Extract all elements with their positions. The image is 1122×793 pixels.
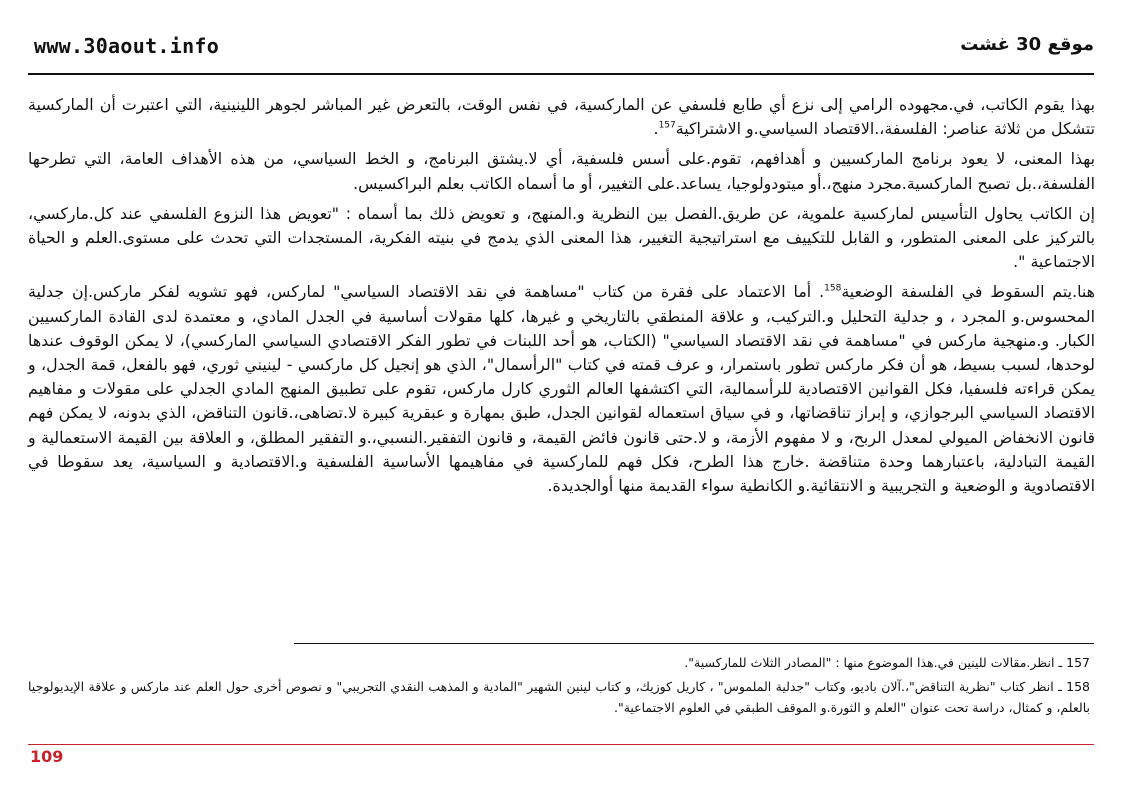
footnote-text: ـ انظر كتاب "نظرية التناقض"،.آلان باديو، وكتاب "جدلية الملموس" ، كاريل كوزيك، و كتاب لينين الشهير "المادية و المذهب النقدي التجريبي" و نصوص أخرى حول العلم عند ماركس و علاقة الإيديولوجيا بالعلم، و كمثال، دراسة تحت عنوان "العلم و الثورة.و الموقف الطبقي في العلوم الاجتماعية". — [28, 679, 1090, 715]
paragraph-1 — [28, 93, 1095, 141]
footnote-ref-158[interactable]: 158 — [824, 284, 842, 295]
page-number: 109 — [30, 747, 64, 766]
footnote-158 — [28, 676, 1090, 718]
paragraph-3: إن الكاتب يحاول التأسيس لماركسية علموية، عن طريق.الفصل بين النظرية و.المنهج، و تعويض ذلك بما أسماه : "تعويض هذا النزوع الفلسفي عند كل.ماركسي، بالتركيز على المعنى المتطور، و القابل للتكييف مع استراتيجية التغيير، هذا المعنى الذي يدمج في بنيته الفكرية، المستجدات التي تحدث على مستوى.العلم و الحياة الاجتماعية ". — [28, 203, 1095, 272]
paragraph-2: بهذا المعنى، لا يعود برنامج الماركسيين و أهدافهم، تقوم.على أسس فلسفية، أي لا.يشتق البرنامج، و الخط السياسي، من هذه الأهداف العامة، التي تطرحها الفلسفة،.بل تصبح الماركسية.مجرد منهج،.أو ميتودولوجيا، يساعد.على التغيير، أو ما أسماه الكاتب بعلم البراكسيس. — [28, 149, 1095, 193]
paragraph-1-text: بهذا يقوم الكاتب، في.مجهوده الرامي إلى نزع أي طابع فلسفي عن الماركسية، في نفس الوقت، بالتعرض غير المباشر لجوهر اللينينية، التي اعتبرت أن الماركسية تتشكل من ثلاثة عناصر: الفلسفة،.الاقتصاد السياسي.و الاشتراكية — [28, 95, 1095, 139]
site-title: موقع 30 غشت — [960, 34, 1094, 55]
footnote-divider — [294, 643, 1094, 644]
footnote-number: 157 — [1066, 655, 1090, 670]
header-divider — [28, 73, 1094, 75]
page-header — [34, 28, 1094, 68]
footnote-ref-157[interactable]: 157 — [658, 120, 676, 131]
footnotes — [28, 652, 1090, 721]
site-url[interactable]: www.30aout.info — [34, 34, 220, 58]
bottom-divider — [28, 744, 1094, 745]
paragraph-4 — [28, 280, 1095, 498]
footnote-157 — [28, 652, 1090, 673]
footnote-text: ـ انظر.مقالات للينين في.هذا الموضوع منها : "المصادر الثلاث للماركسية". — [684, 655, 1063, 670]
paragraph-1-end: . — [653, 119, 659, 139]
body-text — [28, 93, 1095, 504]
paragraph-4-rest: . أما الاعتماد على فقرة من كتاب "مساهمة في نقد الاقتصاد السياسي" لماركس، فهو تشويه لفكر ماركس.إن جدلية المحسوس.و المجرد ، و جدلية التحليل و.التركيب، و علاقة المنطقي بالتاريخي و غيرها، كلها مقولات أساسية في الجدل المادي، و معتمدة لدى القادة الماركسيين الكبار. و.منهجية ماركس في "مساهمة في نقد الاقتصاد السياسي" (الكتاب، هو أحد اللبنات في تطور الفكر الاقتصادي السياسي الماركسي)، لا يمكن الوقوف عندها لوحدها، لسبب بسيط، هو أن فكر ماركس تطور باستمرار، و عرف قمته في كتاب "الرأسمال"، الذي هو إنجيل كل ماركسي - لينيني ثوري، فهو بالفعل، قمة الجدل، و يمكن قراءته فلسفيا، فكل القوانين الاقتصادية للرأسمالية، التي اكتشفها العالم الثوري كارل ماركس، تقوم على تطبيق المنهج المادي الجدلي على مقولات و مفاهيم الاقتصاد السياسي البرجوازي، و إبراز تناقضاتها، و في سياق استعماله لقوانين الجدل، طبق بمهارة و عبقرية كبيرة لا.تضاهى،.قانون التناقض، الذي بدونه، لا يمكن فهم قانون الانخفاض الميولي لمعدل الربح، و لا مفهوم الأزمة، و لا.حتى قانون فائض القيمة، و قانون التفقير.النسبي،.و التفقير المطلق، و العلاقة بين القيمة الاستعمالية و القيمة التبادلية، باعتبارهما وحدة متناقضة .خارج هذا الطرح، فكل فهم للماركسية في مفاهيمها الأساسية الفلسفية و.الاقتصادية و السياسية، يعد سقوطا في الاقتصادوية و الوضعية و التجريبية و الانتقائية.و الكانطية سواء القديمة منها أوالجديدة. — [28, 282, 1095, 496]
paragraph-4-start: هنا.يتم السقوط في الفلسفة الوضعية — [841, 282, 1095, 302]
footnote-number: 158 — [1066, 679, 1090, 694]
